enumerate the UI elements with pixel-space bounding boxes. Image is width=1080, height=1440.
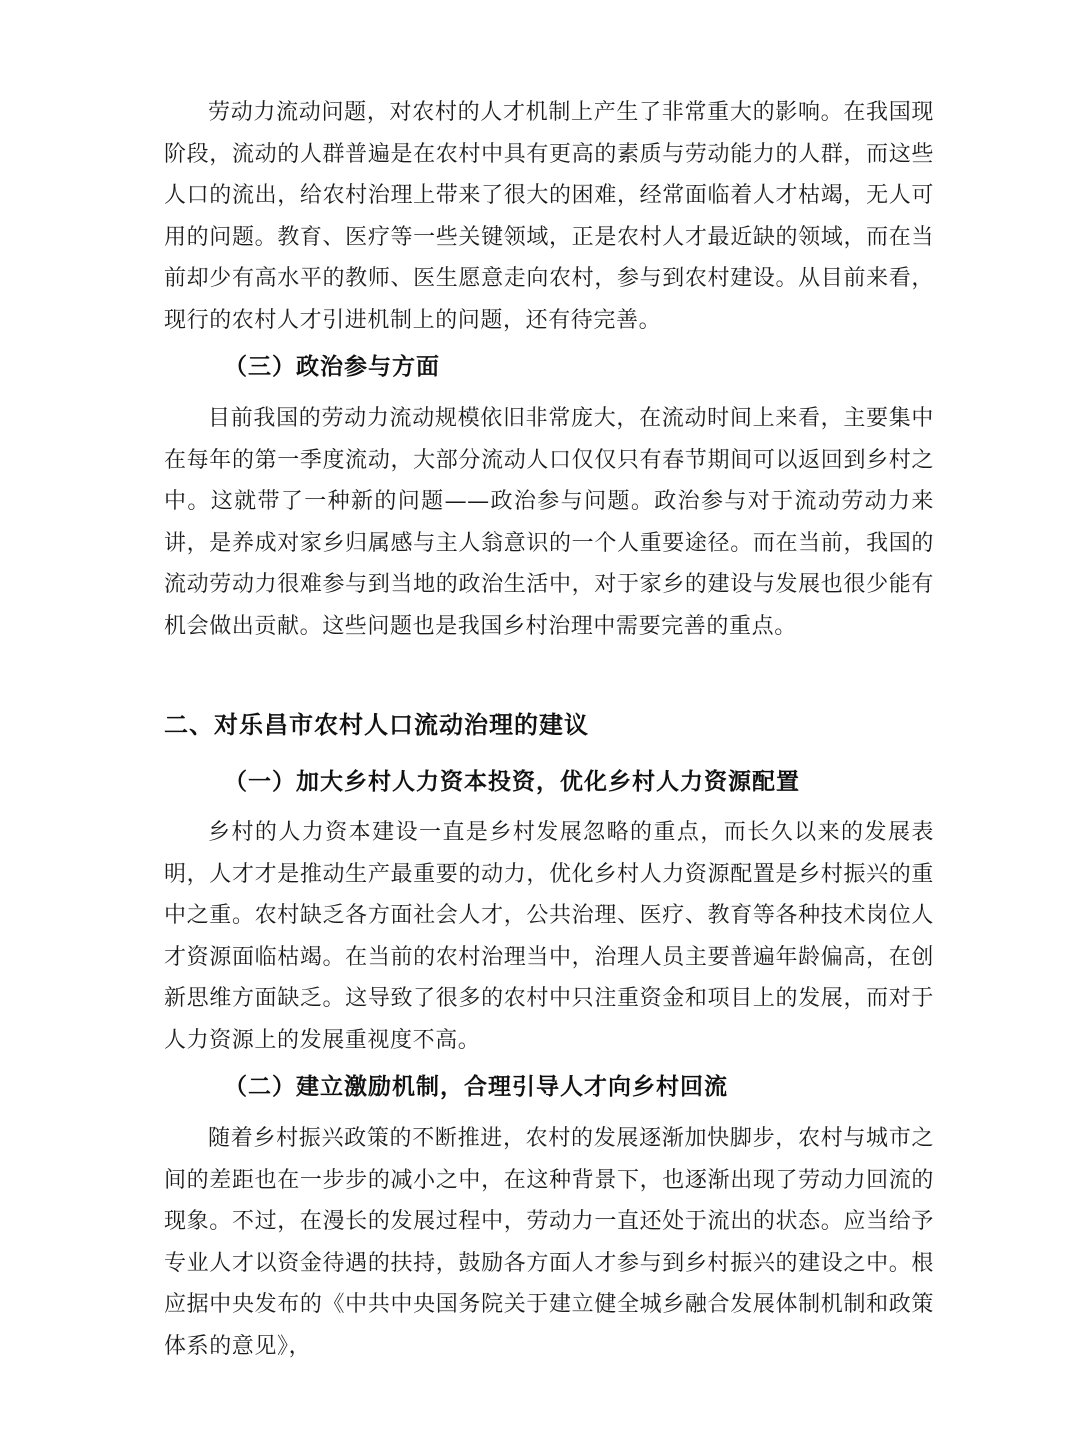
subheading-human-capital: （一）加大乡村人力资本投资，优化乡村人力资源配置: [224, 769, 800, 795]
paragraph-political-participation: 目前我国的劳动力流动规模依旧非常庞大，在流动时间上来看，主要集中在每年的第一季度流动，大部分流动人口仅仅只有春节期间可以返回到乡村之中。这就带了一种新的问题——政治参与问题。政治参与对于流动劳动力来讲，是养成对家乡归属感与主人翁意识的一个人重要途径。而在当前，我国的流动劳动力很难参与到当地的政治生活中，对于家乡的建设与发展也很少能有机会做出贡献。这些问题也是我国乡村治理中需要完善的重点。: [164, 406, 934, 639]
subheading-political-participation: （三）政治参与方面: [224, 354, 440, 380]
paragraph-talent-mechanism: 劳动力流动问题，对农村的人才机制上产生了非常重大的影响。在我国现阶段，流动的人群普遍是在农村中具有更高的素质与劳动能力的人群，而这些人口的流出，给农村治理上带来了很大的困难，经常面临着人才枯竭，无人可用的问题。教育、医疗等一些关键领域，正是农村人才最近缺的领域，而在当前却少有高水平的教师、医生愿意走向农村，参与到农村建设。从目前来看，现行的农村人才引进机制上的问题，还有待完善。: [164, 100, 934, 333]
paragraph-human-capital: 乡村的人力资本建设一直是乡村发展忽略的重点，而长久以来的发展表明，人才才是推动生产最重要的动力，优化乡村人力资源配置是乡村振兴的重中之重。农村缺乏各方面社会人才，公共治理、医疗、教育等各种技术岗位人才资源面临枯竭。在当前的农村治理当中，治理人员主要普遍年龄偏高，在创新思维方面缺乏。这导致了很多的农村中只注重资金和项目上的发展，而对于人力资源上的发展重视度不高。: [164, 820, 934, 1053]
paragraph-incentive-mechanism: 随着乡村振兴政策的不断推进，农村的发展逐渐加快脚步，农村与城市之间的差距也在一步步的减小之中，在这种背景下，也逐渐出现了劳动力回流的现象。不过，在漫长的发展过程中，劳动力一直还处于流出的状态。应当给予专业人才以资金待遇的扶持，鼓励各方面人才参与到乡村振兴的建设之中。根应据中央发布的《中共中央国务院关于建立健全城乡融合发展体制机制和政策体系的意见》，: [164, 1126, 934, 1359]
section-heading-recommendations: 二、对乐昌市农村人口流动治理的建议: [164, 710, 589, 739]
subheading-incentive-mechanism: （二）建立激励机制，合理引导人才向乡村回流: [224, 1074, 728, 1100]
